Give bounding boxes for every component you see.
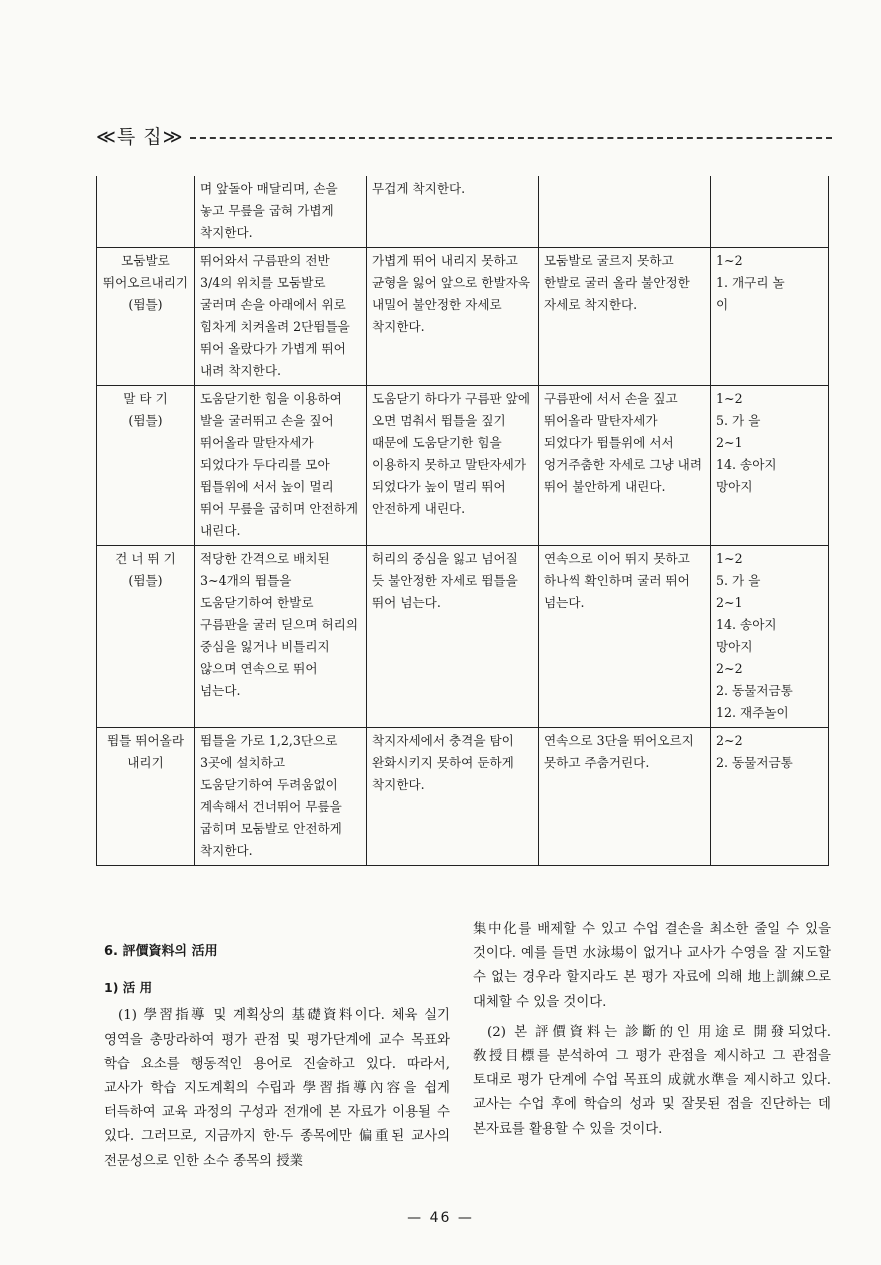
subsection-title: 1) 活 用 (104, 980, 153, 996)
table-row (97, 176, 829, 248)
evaluation-table (96, 176, 829, 866)
activity-cell: 모둠발로 뛰어오르내리기(뜀틀) (97, 248, 195, 386)
criterion-b-cell: 허리의 중심을 잃고 넘어질 듯 불안정한 자세로 뜀틀을 뛰어 넘는다. (367, 546, 539, 728)
criterion-c-cell: 연속으로 이어 뛰지 못하고 하나씩 확인하며 굴러 뛰어 넘는다. (539, 546, 711, 728)
activity-cell: 뜀틀 뛰어올라 내리기 (97, 728, 195, 866)
criterion-c-cell: 구름판에 서서 손을 짚고 뛰어올라 말탄자세가 되었다가 뜀틀위에 서서 엉거주춤한 자세로 그냥 내려 뛰어 불안하게 내린다. (539, 386, 711, 546)
table-row (97, 728, 829, 866)
paragraph-1: (1) 學習指導 및 계획상의 基礎資料이다. 체육 실기 영역을 총망라하여 평가 관점 및 평가단계에 교수 목표와 학습 요소를 행동적인 용어로 진술하고 있다. 따라서, 교사가 학습 지도계획의 수립과 學習指導內容을 쉽게 터득하여 교육 과정의 구성과 전개에 본 자료가 이용될 수 있다. 그러므로, 지금까지 한·두 종목에만 偏重된 교사의 전문성으로 인한 소수 종목의 授業 (104, 1008, 450, 1169)
activity-cell (97, 176, 195, 248)
table-row (97, 386, 829, 546)
table-row (97, 248, 829, 386)
page-header (96, 120, 832, 150)
table-row (97, 546, 829, 728)
section-title: 6. 評價資料의 活用 (104, 944, 218, 959)
article-left-column (104, 918, 450, 1174)
paragraph-2: (2) 본 評價資料는 診斷的인 用途로 開發되었다. 敎授目標를 분석하여 그 평가 관점을 제시하고 그 관점을 토대로 평가 단계에 수업 목표의 成就水準을 제시하고 있다. 교사는 수업 후에 학습의 성과 및 잘못된 점을 진단하는 데 본자료를 활용할 수 있을 것이다. (473, 1024, 831, 1137)
criterion-b-cell: 가볍게 뛰어 내리지 못하고 균형을 잃어 앞으로 한발자욱 내밀어 불안정한 자세로 착지한다. (367, 248, 539, 386)
criterion-a-cell: 뜀틀을 가로 1,2,3단으로 3곳에 설치하고 도움닫기하여 두려움없이 계속해서 건너뛰어 무릎을 굽히며 모둠발로 안전하게 착지한다. (195, 728, 367, 866)
reference-cell: 1~2 1. 개구리 놀 이 (711, 248, 829, 386)
criterion-c-cell: 모둠발로 굴르지 못하고 한발로 굴러 올라 불안정한 자세로 착지한다. (539, 248, 711, 386)
reference-cell: 2~2 2. 동물저금통 (711, 728, 829, 866)
criterion-a-cell: 며 앞돌아 매달리며, 손을 놓고 무릎을 굽혀 가볍게 착지한다. (195, 176, 367, 248)
criterion-b-cell: 도움닫기 하다가 구름판 앞에 오면 멈춰서 뜀틀을 짚기 때문에 도움닫기한 힘을 이용하지 못하고 말탄자세가 되었다가 높이 멀리 뛰어 안전하게 내린다. (367, 386, 539, 546)
criterion-a-cell: 적당한 간격으로 배치된 3~4개의 뜀틀을 도움닫기하여 한발로 구름판을 굴러 딛으며 허리의 중심을 잃거나 비틀리지 않으며 연속으로 뛰어 넘는다. (195, 546, 367, 728)
paragraph-1-continued: 集中化를 배제할 수 있고 수업 결손을 최소한 줄일 수 있을 것이다. 예를 들면 水泳場이 없거나 교사가 수영을 잘 지도할 수 없는 경우라 할지라도 본 평가 자료에 의해 地上訓練으로 대체할 수 있을 것이다. (473, 922, 831, 1010)
criterion-a-cell: 도움닫기한 힘을 이용하여 발을 굴러뛰고 손을 짚어 뛰어올라 말탄자세가 되었다가 두다리를 모아 뜀틀위에 서서 높이 멀리 뛰어 무릎을 굽히며 안전하게 내린다. (195, 386, 367, 546)
reference-cell: 1~2 5. 가 을 2~1 14. 송아지 망아지 (711, 386, 829, 546)
criterion-c-cell: 연속으로 3단을 뛰어오르지 못하고 주춤거린다. (539, 728, 711, 866)
criterion-b-cell: 착지자세에서 충격을 탐이 완화시키지 못하여 둔하게 착지한다. (367, 728, 539, 866)
criterion-c-cell (539, 176, 711, 248)
activity-cell: 건 너 뛰 기 (뜀틀) (97, 546, 195, 728)
article-right-column (473, 918, 831, 1142)
reference-cell: 1~2 5. 가 을 2~1 14. 송아지 망아지 2~2 2. 동물저금통 12. 재주놀이 (711, 546, 829, 728)
header-title: ≪특 집≫ (96, 125, 184, 148)
criterion-a-cell: 뛰어와서 구름판의 전반 3/4의 위치를 모둠발로 굴러며 손을 아래에서 위로 힘차게 치켜올려 2단뜀틀을 뛰어 올랐다가 가볍게 뛰어 내려 착지한다. (195, 248, 367, 386)
criterion-b-cell: 무겁게 착지한다. (367, 176, 539, 248)
header-dashed-rule (190, 137, 832, 139)
reference-cell (711, 176, 829, 248)
evaluation-table-body (97, 176, 829, 866)
activity-cell: 말 타 기 (뜀틀) (97, 386, 195, 546)
page-number: — 46 — (407, 1210, 474, 1226)
